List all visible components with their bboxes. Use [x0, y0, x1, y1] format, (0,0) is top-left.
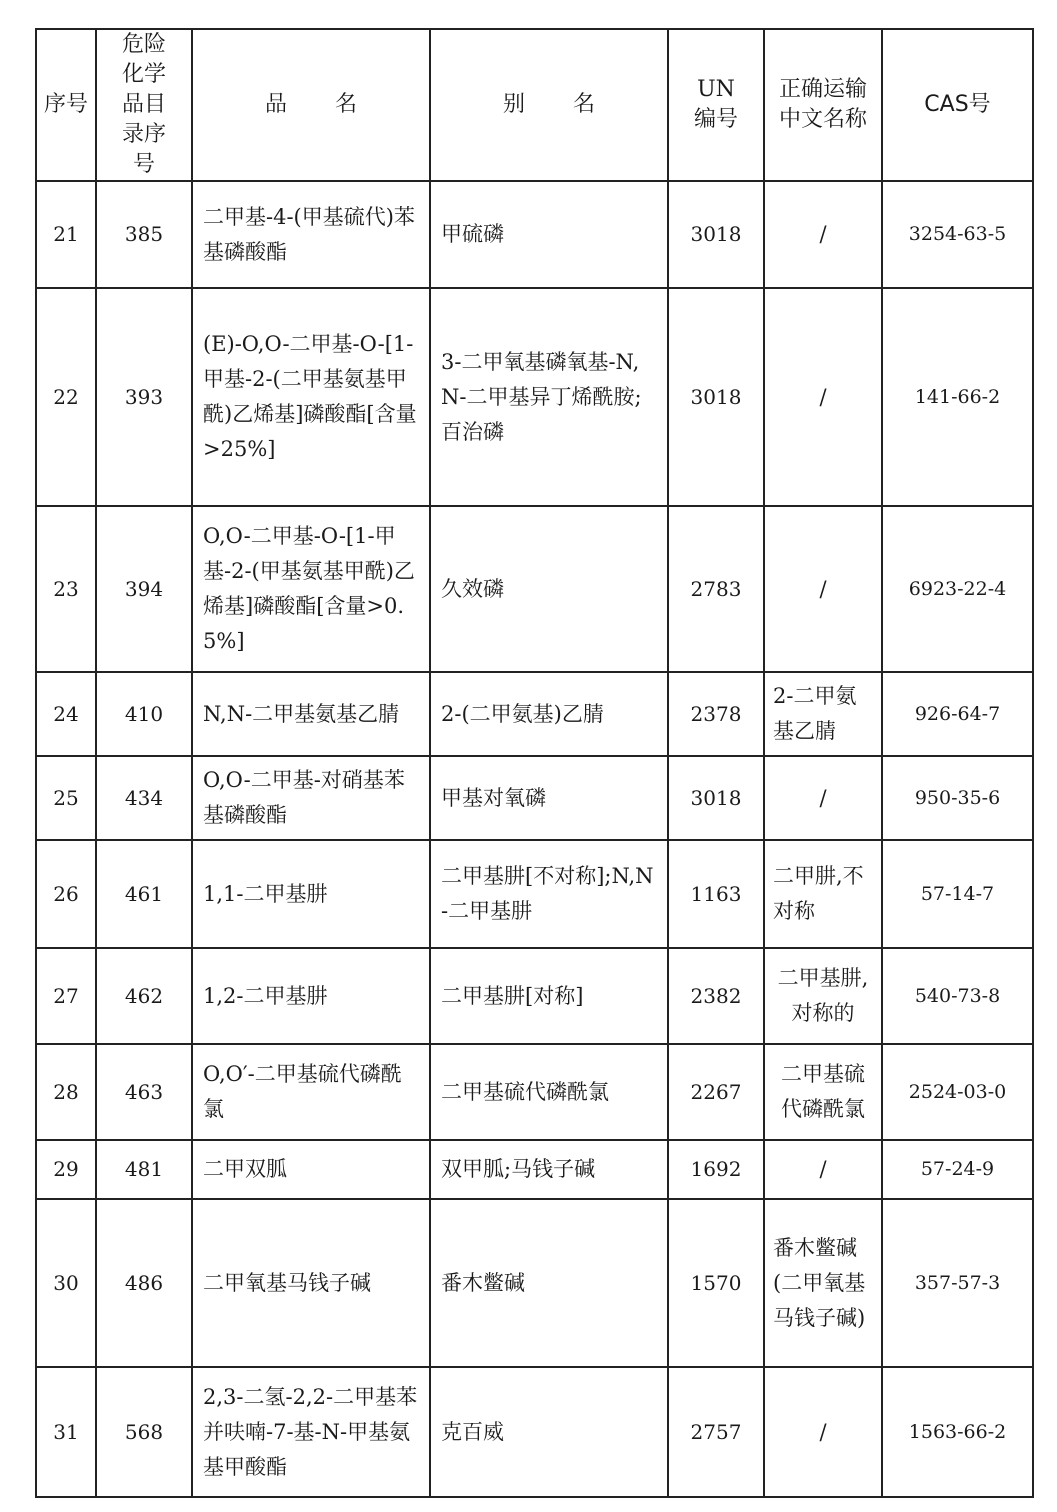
cell-alias: 久效磷: [430, 506, 668, 672]
cell-ship-name: 二甲基硫代磷酰氯: [764, 1044, 882, 1140]
cell-ship-name: 番木鳖碱(二甲氧基马钱子碱): [764, 1199, 882, 1367]
cell-un: 1570: [668, 1199, 764, 1367]
cell-name: O,O′-二甲基硫代磷酰氯: [192, 1044, 430, 1140]
header-alias: 别名: [430, 29, 668, 181]
cell-catalog-no: 462: [96, 948, 192, 1044]
cell-cas: 357-57-3: [882, 1199, 1033, 1367]
cell-ship-name: 二甲肼,不对称: [764, 840, 882, 948]
cell-catalog-no: 393: [96, 288, 192, 506]
cell-cas: 57-24-9: [882, 1140, 1033, 1199]
table-row: [36, 288, 1033, 506]
cell-catalog-no: 394: [96, 506, 192, 672]
chemical-table-page: [35, 28, 1032, 1498]
header-seq: 序号: [36, 29, 96, 181]
cell-seq: 23: [36, 506, 96, 672]
cell-cas: 926-64-7: [882, 672, 1033, 756]
cell-seq: 24: [36, 672, 96, 756]
cell-catalog-no: 486: [96, 1199, 192, 1367]
table-row: [36, 756, 1033, 840]
hazardous-chemicals-table: [35, 28, 1034, 1498]
cell-alias: 2-(二甲氨基)乙腈: [430, 672, 668, 756]
cell-name: 二甲双胍: [192, 1140, 430, 1199]
cell-seq: 27: [36, 948, 96, 1044]
cell-seq: 25: [36, 756, 96, 840]
header-cas: CAS号: [882, 29, 1033, 181]
header-catalog-no: 危险化学品目录序号: [96, 29, 192, 181]
cell-un: 2382: [668, 948, 764, 1044]
cell-ship-name: /: [764, 1140, 882, 1199]
cell-catalog-no: 410: [96, 672, 192, 756]
cell-un: 1163: [668, 840, 764, 948]
cell-cas: 950-35-6: [882, 756, 1033, 840]
cell-un: 2267: [668, 1044, 764, 1140]
cell-catalog-no: 463: [96, 1044, 192, 1140]
cell-catalog-no: 434: [96, 756, 192, 840]
cell-cas: 540-73-8: [882, 948, 1033, 1044]
cell-un: 2783: [668, 506, 764, 672]
cell-seq: 30: [36, 1199, 96, 1367]
cell-un: 2757: [668, 1367, 764, 1497]
cell-cas: 57-14-7: [882, 840, 1033, 948]
cell-ship-name: /: [764, 288, 882, 506]
cell-un: 3018: [668, 756, 764, 840]
header-un: UN编号: [668, 29, 764, 181]
header-name: 品名: [192, 29, 430, 181]
cell-ship-name: /: [764, 1367, 882, 1497]
table-row: [36, 1367, 1033, 1497]
cell-un: 2378: [668, 672, 764, 756]
cell-ship-name: 二甲基肼,对称的: [764, 948, 882, 1044]
cell-name: 1,1-二甲基肼: [192, 840, 430, 948]
cell-ship-name: 2-二甲氨基乙腈: [764, 672, 882, 756]
cell-name: 二甲氧基马钱子碱: [192, 1199, 430, 1367]
cell-seq: 31: [36, 1367, 96, 1497]
header-ship-name: 正确运输中文名称: [764, 29, 882, 181]
cell-name: O,O-二甲基-O-[1-甲基-2-(甲基氨基甲酰)乙烯基]磷酸酯[含量>0.5%]: [192, 506, 430, 672]
cell-alias: 二甲基硫代磷酰氯: [430, 1044, 668, 1140]
cell-name: O,O-二甲基-对硝基苯基磷酸酯: [192, 756, 430, 840]
cell-alias: 甲硫磷: [430, 181, 668, 288]
table-row: [36, 181, 1033, 288]
cell-ship-name: /: [764, 756, 882, 840]
cell-catalog-no: 481: [96, 1140, 192, 1199]
cell-ship-name: /: [764, 181, 882, 288]
table-body: [36, 181, 1033, 1497]
cell-cas: 2524-03-0: [882, 1044, 1033, 1140]
cell-alias: 番木鳖碱: [430, 1199, 668, 1367]
cell-un: 3018: [668, 288, 764, 506]
cell-catalog-no: 385: [96, 181, 192, 288]
header-row: [36, 29, 1033, 181]
cell-cas: 6923-22-4: [882, 506, 1033, 672]
cell-cas: 3254-63-5: [882, 181, 1033, 288]
table-row: [36, 672, 1033, 756]
cell-cas: 141-66-2: [882, 288, 1033, 506]
cell-seq: 26: [36, 840, 96, 948]
cell-name: 二甲基-4-(甲基硫代)苯基磷酸酯: [192, 181, 430, 288]
cell-alias: 二甲基肼[对称]: [430, 948, 668, 1044]
table-row: [36, 1140, 1033, 1199]
cell-alias: 二甲基肼[不对称];N,N-二甲基肼: [430, 840, 668, 948]
table-header: [36, 29, 1033, 181]
cell-catalog-no: 461: [96, 840, 192, 948]
cell-un: 3018: [668, 181, 764, 288]
cell-un: 1692: [668, 1140, 764, 1199]
cell-ship-name: /: [764, 506, 882, 672]
table-row: [36, 1044, 1033, 1140]
cell-seq: 21: [36, 181, 96, 288]
cell-seq: 29: [36, 1140, 96, 1199]
cell-alias: 双甲胍;马钱子碱: [430, 1140, 668, 1199]
cell-name: (E)-O,O-二甲基-O-[1-甲基-2-(二甲基氨基甲酰)乙烯基]磷酸酯[含量>25%]: [192, 288, 430, 506]
table-row: [36, 506, 1033, 672]
cell-seq: 28: [36, 1044, 96, 1140]
cell-alias: 3-二甲氧基磷氧基-N,N-二甲基异丁烯酰胺;百治磷: [430, 288, 668, 506]
cell-seq: 22: [36, 288, 96, 506]
table-row: [36, 1199, 1033, 1367]
cell-catalog-no: 568: [96, 1367, 192, 1497]
table-row: [36, 948, 1033, 1044]
cell-cas: 1563-66-2: [882, 1367, 1033, 1497]
cell-alias: 克百威: [430, 1367, 668, 1497]
cell-name: N,N-二甲基氨基乙腈: [192, 672, 430, 756]
cell-name: 1,2-二甲基肼: [192, 948, 430, 1044]
cell-alias: 甲基对氧磷: [430, 756, 668, 840]
cell-name: 2,3-二氢-2,2-二甲基苯并呋喃-7-基-N-甲基氨基甲酸酯: [192, 1367, 430, 1497]
table-row: [36, 840, 1033, 948]
